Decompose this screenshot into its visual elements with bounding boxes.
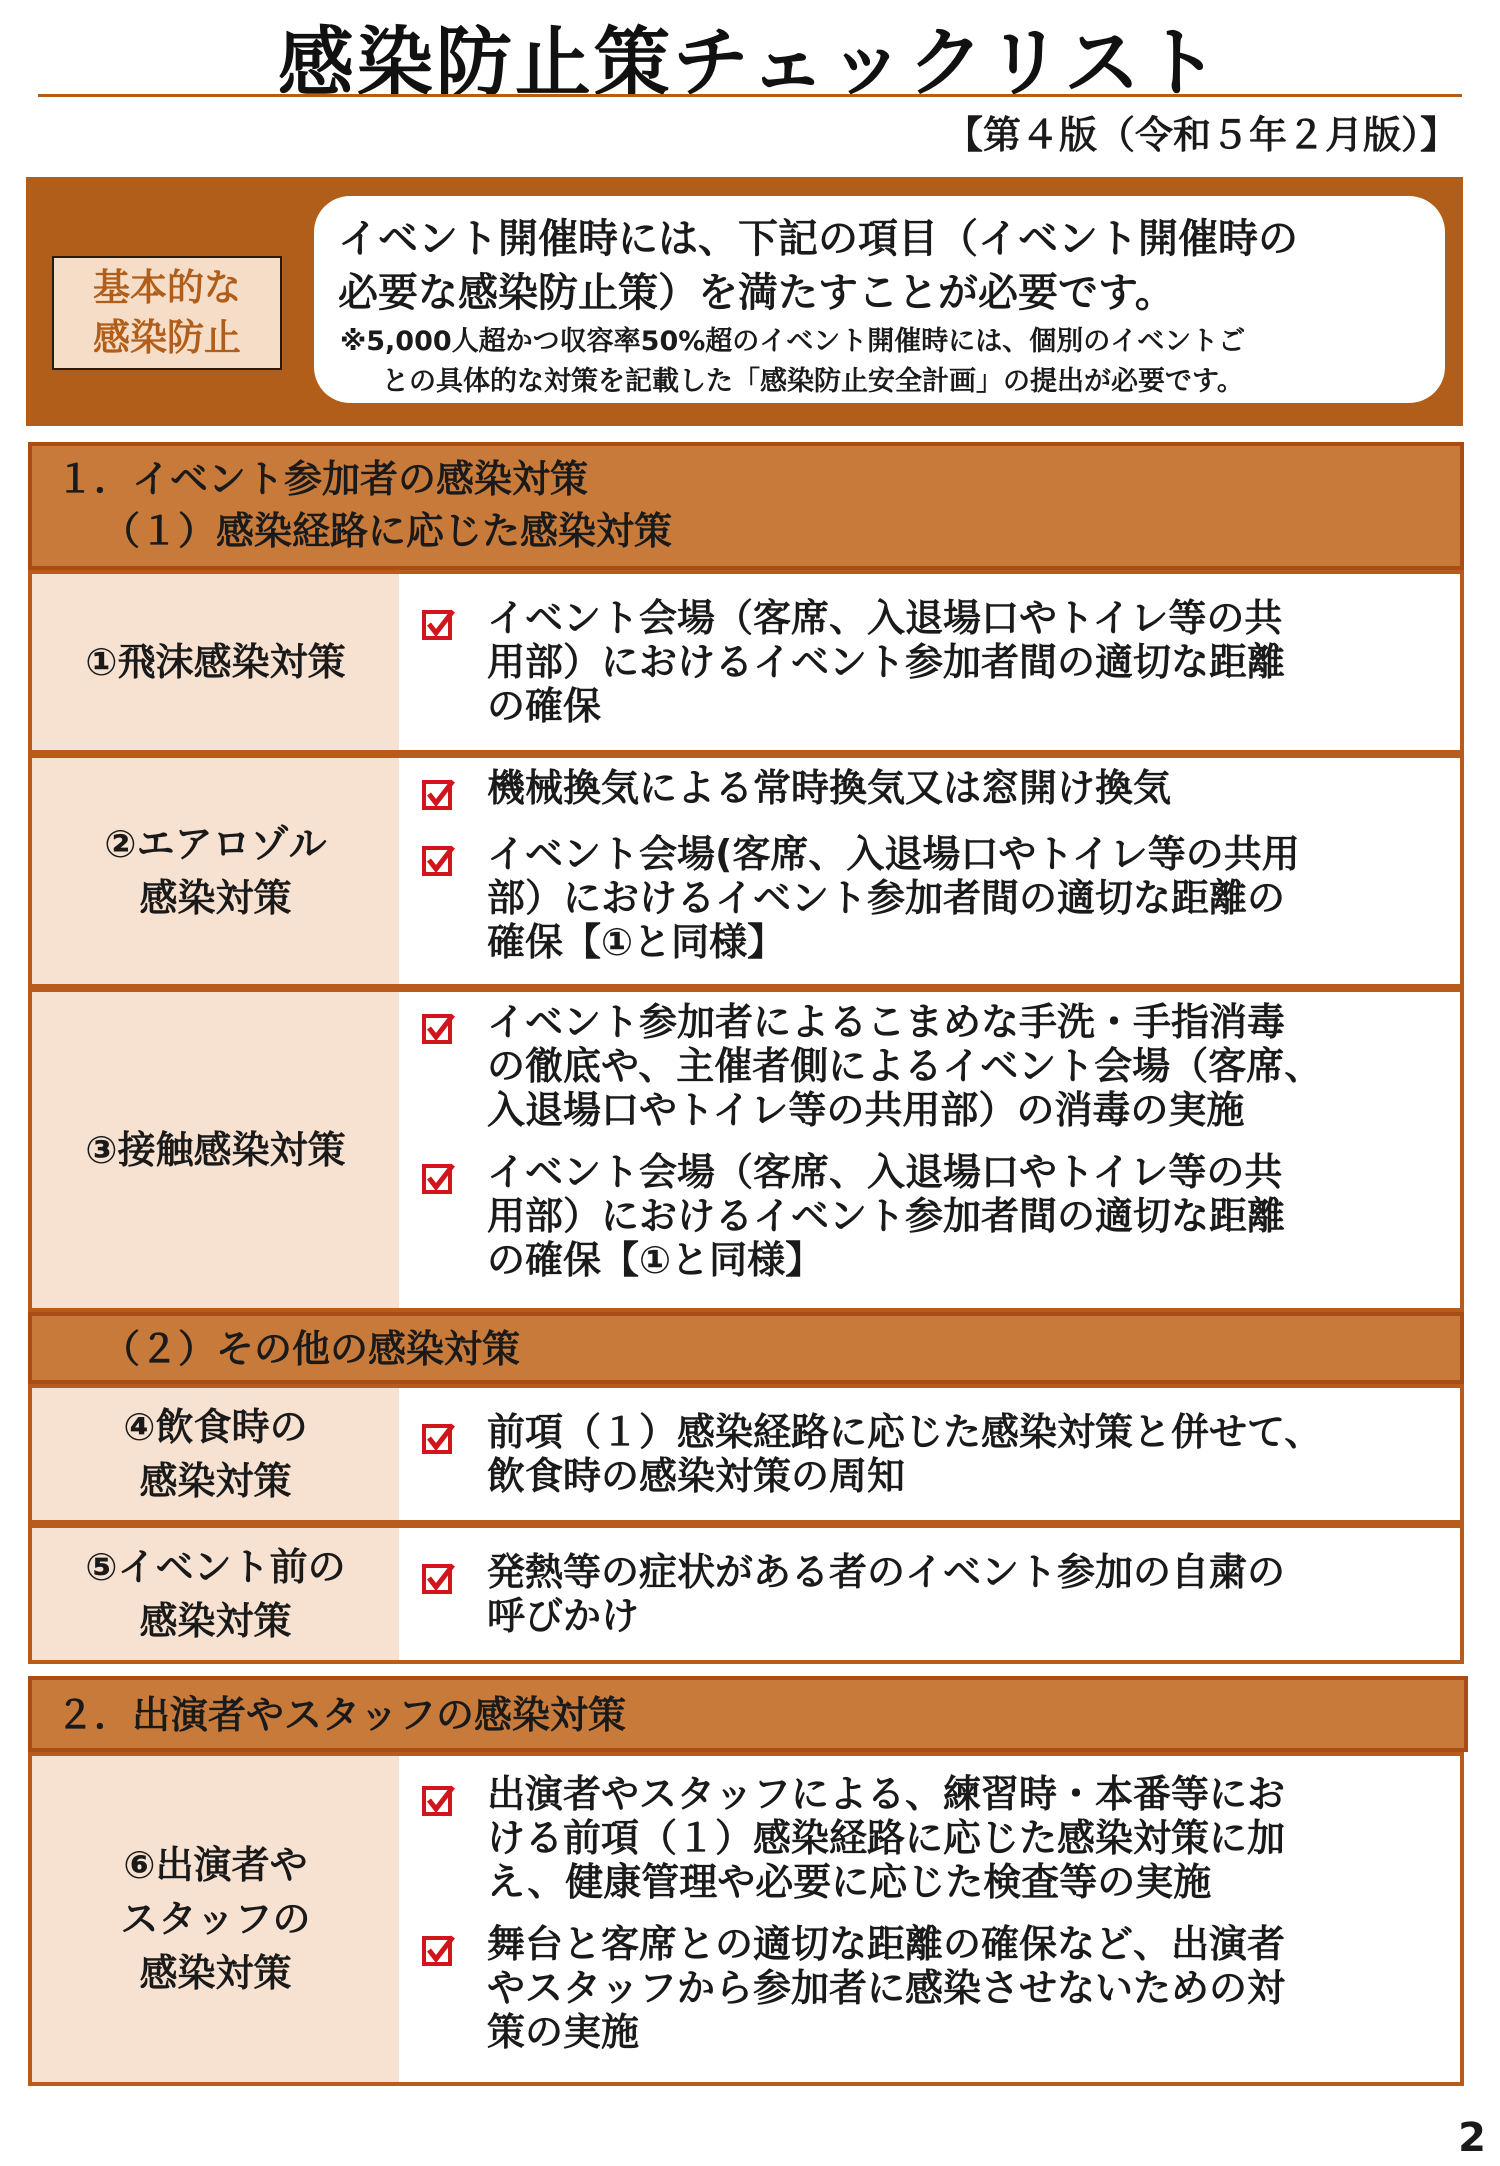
- checklist-row-droplet: [28, 570, 1464, 754]
- checklist-item: [487, 832, 1452, 964]
- section1-heading: １．イベント参加者の感染対策: [56, 457, 589, 501]
- item-line: の確保: [487, 684, 602, 728]
- item-line: イベント会場(客席、入退場口やトイレ等の共用: [487, 832, 1300, 876]
- item-line: 策の実施: [487, 2010, 640, 2054]
- item-line: イベント会場（客席、入退場口やトイレ等の共: [487, 596, 1283, 640]
- checklist-row-aerosol: [28, 754, 1464, 988]
- item-line: ける前項（１）感染経路に応じた感染対策に加: [487, 1816, 1286, 1860]
- checked-box-icon: [422, 1934, 456, 1968]
- section1-header: [28, 442, 1464, 570]
- basic-label-line: 基本的な: [93, 266, 241, 309]
- row-label-droplet: [32, 574, 399, 750]
- basic-main-line: イベント開催時には、下記の項目（イベント開催時の: [338, 216, 1298, 262]
- checklist-row-contact: [28, 988, 1464, 1312]
- item-line: 発熱等の症状がある者のイベント参加の自粛の: [487, 1550, 1286, 1594]
- section2-header: [28, 1676, 1468, 1752]
- checklist-item: [487, 1550, 1452, 1638]
- row-label-performers: [32, 1756, 399, 2082]
- row-label-contact: [32, 992, 399, 1308]
- checklist-item: [487, 1000, 1452, 1132]
- checklist-item: [487, 596, 1452, 728]
- item-line: の徹底や、主催者側によるイベント会場（客席、: [487, 1044, 1323, 1088]
- item-line: 用部）におけるイベント参加者間の適切な距離: [487, 1194, 1286, 1238]
- edition-label: 【第４版（令和５年２月版）】: [944, 113, 1458, 157]
- row-label-line: 感染対策: [139, 1599, 292, 1643]
- section2-heading: ２．出演者やスタッフの感染対策: [56, 1693, 627, 1737]
- row-label-eating: [32, 1388, 399, 1520]
- item-line: 入退場口やトイレ等の共用部）の消毒の実施: [487, 1088, 1245, 1132]
- basic-main-line: 必要な感染防止策）を満たすことが必要です。: [338, 270, 1175, 316]
- checked-box-icon: [422, 1784, 456, 1818]
- checklist-row-pre-event: [28, 1524, 1464, 1664]
- row-label-line: 感染対策: [139, 1951, 292, 1995]
- checked-box-icon: [422, 608, 456, 642]
- basic-prevention-label: [52, 256, 282, 370]
- item-line: 前項（１）感染経路に応じた感染対策と併せて、: [487, 1410, 1323, 1454]
- checked-box-icon: [422, 778, 456, 812]
- row-label-line: スタッフの: [120, 1897, 311, 1941]
- item-line: 飲食時の感染対策の周知: [487, 1454, 906, 1498]
- page-number: 2: [1458, 2115, 1486, 2161]
- checklist-item: [487, 1922, 1452, 2054]
- checklist-row-eating: [28, 1384, 1464, 1524]
- item-line: 部）におけるイベント参加者間の適切な距離の: [487, 876, 1286, 920]
- row-label-line: ①飛沫感染対策: [85, 640, 346, 684]
- section1-sub2-header: [28, 1312, 1464, 1384]
- item-line: 出演者やスタッフによる、練習時・本番等にお: [487, 1772, 1286, 1816]
- item-line: イベント参加者によるこまめな手洗・手指消毒: [487, 1000, 1286, 1044]
- checklist-item: [487, 1410, 1452, 1498]
- item-line: 舞台と客席との適切な距離の確保など、出演者: [487, 1922, 1286, 1966]
- checklist-item: [487, 1772, 1452, 1904]
- checklist-item: [487, 1150, 1452, 1282]
- item-line: え、健康管理や必要に応じた検査等の実施: [487, 1860, 1212, 1904]
- item-line: イベント会場（客席、入退場口やトイレ等の共: [487, 1150, 1283, 1194]
- section1-subheading: （２）その他の感染対策: [102, 1327, 521, 1371]
- item-line: やスタッフから参加者に感染させないための対: [487, 1966, 1286, 2010]
- row-label-line: ②エアロゾル: [104, 822, 327, 866]
- checked-box-icon: [422, 1012, 456, 1046]
- basic-prevention-note: [340, 322, 1440, 402]
- basic-note-line: との具体的な対策を記載した「感染防止安全計画」の提出が必要です。: [382, 366, 1244, 397]
- item-line: 機械換気による常時換気又は窓開け換気: [487, 766, 1172, 810]
- basic-prevention-text: [338, 212, 1428, 320]
- item-line: 呼びかけ: [487, 1594, 640, 1638]
- item-line: の確保【①と同様】: [487, 1238, 824, 1282]
- section1-subheading: （１）感染経路に応じた感染対策: [102, 509, 673, 553]
- checklist-row-performers: [28, 1752, 1464, 2086]
- checklist-item: [487, 766, 1452, 810]
- checked-box-icon: [422, 1562, 456, 1596]
- item-line: 用部）におけるイベント参加者間の適切な距離: [487, 640, 1286, 684]
- basic-label-line: 感染防止: [93, 316, 241, 359]
- title-underline: [38, 94, 1462, 97]
- checked-box-icon: [422, 844, 456, 878]
- row-label-aerosol: [32, 758, 399, 984]
- row-label-line: ④飲食時の: [123, 1405, 308, 1449]
- item-line: 確保【①と同様】: [487, 920, 786, 964]
- row-label-line: ③接触感染対策: [85, 1128, 346, 1172]
- checked-box-icon: [422, 1422, 456, 1456]
- basic-note-line: ※5,000人超かつ収容率50%超のイベント開催時には、個別のイベントご: [340, 326, 1246, 357]
- row-label-line: 感染対策: [139, 1459, 292, 1503]
- checked-box-icon: [422, 1162, 456, 1196]
- row-label-line: ⑤イベント前の: [85, 1545, 346, 1589]
- row-label-pre-event: [32, 1528, 399, 1660]
- row-label-line: ⑥出演者や: [123, 1843, 308, 1887]
- page-title: 感染防止策チェックリスト: [277, 18, 1223, 107]
- row-label-line: 感染対策: [139, 876, 292, 920]
